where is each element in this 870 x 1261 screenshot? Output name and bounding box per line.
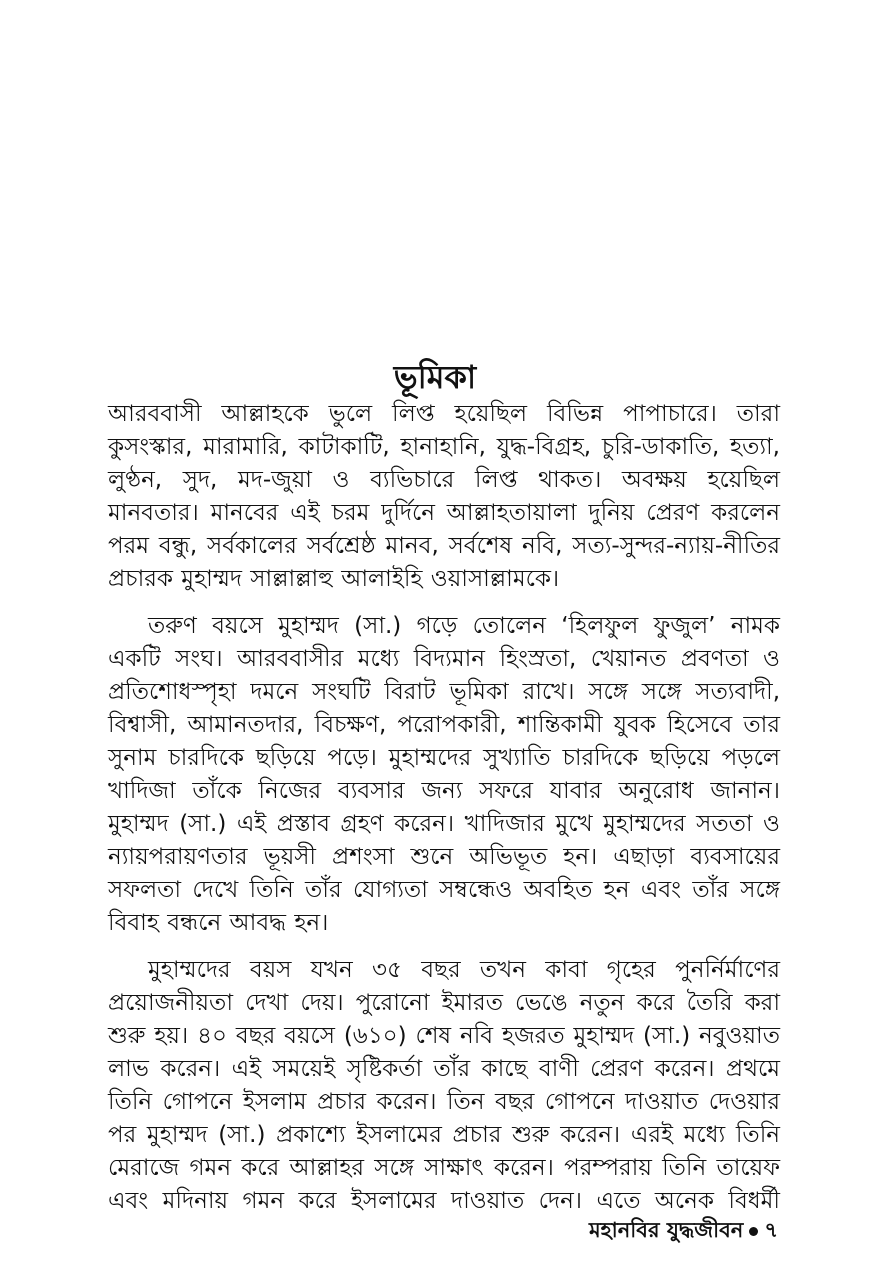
bullet-icon: [749, 1227, 758, 1236]
body-text: [108, 398, 780, 1218]
page-footer: [589, 1216, 778, 1244]
paragraph-3: মুহাম্মদের বয়স যখন ৩৫ বছর তখন কাবা গৃহের পুনর্নির্মাণের প্রয়োজনীয়তা দেখা দেয়। পুরোনো ইমারত ভেঙে নতুন করে তৈরি করা শুরু হয়। ৪০ বছর বয়সে (৬১০) শেষ নবি হজরত মুহাম্মদ (সা.) নবুওয়াত লাভ করেন। এই সময়েই সৃষ্টিকর্তা তাঁর কাছে বাণী প্রেরণ করেন। প্রথমে তিনি গোপনে ইসলাম প্রচার করেন। তিন বছর গোপনে দাওয়াত দেওয়ার পর মুহাম্মদ (সা.) প্রকাশ্যে ইসলামের প্রচার শুরু করেন। এরই মধ্যে তিনি মেরাজে গমন করে আল্লাহর সঙ্গে সাক্ষাৎ করেন। পরম্পরায় তিনি তায়েফ এবং মদিনায় গমন করে ইসলামের দাওয়াত দেন। এতে অনেক বিধর্মী: [108, 957, 780, 1214]
footer-book-title: মহানবির যুদ্ধজীবন: [588, 1218, 744, 1242]
paragraph-1: আরববাসী আল্লাহকে ভুলে লিপ্ত হয়েছিল বিভিন্ন পাপাচারে। তারা কুসংস্কার, মারামারি, কাটাকাটি, হানাহানি, যুদ্ধ-বিগ্রহ, চুরি-ডাকাতি, হত্যা, লুণ্ঠন, সুদ, মদ-জুয়া ও ব্যভিচারে লিপ্ত থাকত। অবক্ষয় হয়েছিল মানবতার। মানবের এই চরম দুর্দিনে আল্লাহতায়ালা দুনিয় প্রেরণ করলেন পরম বন্ধু, সর্বকালের সর্বশ্রেষ্ঠ মানব, সর্বশেষ নবি, সত্য-সুন্দর-ন্যায়-নীতির প্রচারক মুহাম্মদ সাল্লাল্লাহু আলাইহি ওয়াসাল্লামকে।: [108, 401, 780, 592]
footer-page-number: ৭: [764, 1218, 778, 1242]
page-title: ভূমিকা: [393, 358, 477, 397]
paragraph-2: তরুণ বয়সে মুহাম্মদ (সা.) গড়ে তোলেন ‘হিলফুল ফুজুল’ নামক একটি সংঘ। আরববাসীর মধ্যে বিদ্যমান হিংস্রতা, খেয়ানত প্রবণতা ও প্রতিশোধস্পৃহা দমনে সংঘটি বিরাট ভূমিকা রাখে। সঙ্গে সঙ্গে সত্যবাদী, বিশ্বাসী, আমানতদার, বিচক্ষণ, পরোপকারী, শান্তিকামী যুবক হিসেবে তার সুনাম চারদিকে ছড়িয়ে পড়ে। মুহাম্মদের সুখ্যাতি চারদিকে ছড়িয়ে পড়লে খাদিজা তাঁকে নিজের ব্যবসার জন্য সফরে যাবার অনুরোধ জানান। মুহাম্মদ (সা.) এই প্রস্তাব গ্রহণ করেন। খাদিজার মুখে মুহাম্মদের সততা ও ন্যায়পরায়ণতার ভূয়সী প্রশংসা শুনে অভিভূত হন। এছাড়া ব্যবসায়ের সফলতা দেখে তিনি তাঁর যোগ্যতা সম্বন্ধেও অবহিত হন এবং তাঁর সঙ্গে বিবাহ বন্ধনে আবদ্ধ হন।: [108, 613, 780, 936]
